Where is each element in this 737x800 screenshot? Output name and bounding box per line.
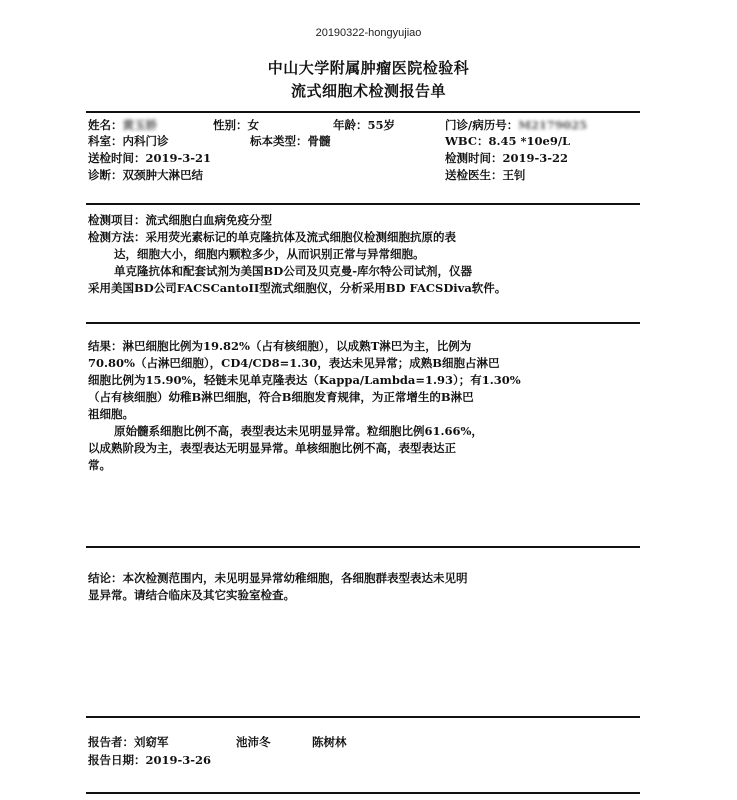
results-line: 以成熟阶段为主，表型表达无明显异常。单核细胞比例不高，表型表达正 — [88, 441, 456, 455]
hospital-name: 中山大学附属肿瘤医院检验科 — [267, 59, 470, 77]
results-line: （占有核细胞）幼稚B淋巴细胞，符合B细胞发育规律，为正常增生的B淋巴 — [88, 390, 474, 404]
reporter-second: 池沛冬 — [236, 735, 271, 749]
method-line: 检测方法：采用荧光素标记的单克隆抗体及流式细胞仪检测细胞抗原的表 — [88, 230, 456, 244]
reporter-primary: 报告者：刘窈军 — [88, 735, 169, 749]
reporter-third: 陈树林 — [312, 735, 347, 749]
department: 科室：内科门诊 — [88, 134, 169, 148]
method-section — [88, 212, 636, 297]
document-id: 20190322-hongyujiao — [315, 27, 422, 39]
conclusion-section — [88, 570, 636, 604]
results-line: 常。 — [88, 458, 111, 472]
conclusion-line: 显异常。请结合临床及其它实验室检查。 — [88, 588, 295, 602]
name-value-redacted: 黄玉娇 — [122, 118, 157, 132]
method-line: 采用美国BD公司FACSCantoII型流式细胞仪，分析采用BD FACSDiva软件。 — [88, 281, 507, 295]
divider-bottom — [86, 792, 640, 794]
record-label: 门诊/病历号： — [445, 118, 519, 132]
divider-method — [86, 203, 640, 205]
record-value-redacted: M2179025 — [518, 118, 587, 132]
conclusion-line: 结论：本次检测范围内，未见明显异常幼稚细胞，各细胞群表型表达未见明 — [88, 571, 468, 585]
results-line: 原始髓系细胞比例不高，表型表达未见明显异常。粒细胞比例61.66%， — [114, 424, 483, 438]
patient-record — [445, 118, 587, 133]
patient-name — [88, 118, 157, 133]
report-date: 报告日期：2019-3-26 — [88, 753, 212, 767]
wbc-value: WBC：8.45 *10e9/L — [445, 134, 571, 148]
patient-age: 年龄：55岁 — [333, 118, 396, 132]
results-line: 细胞比例为15.90%，轻链未见单克隆表达（Kappa/Lambda=1.93）；有1.30% — [88, 373, 521, 387]
method-line: 达，细胞大小，细胞内颗粒多少，从而识别正常与异常细胞。 — [114, 247, 425, 261]
divider-conclusion — [86, 546, 640, 548]
patient-gender: 性别：女 — [213, 118, 259, 132]
results-section — [88, 338, 636, 474]
test-date: 检测时间：2019-3-22 — [445, 151, 569, 165]
specimen-type: 标本类型：骨髓 — [250, 134, 331, 148]
results-line: 结果：淋巴细胞比例为19.82%（占有核细胞），以成熟T淋巴为主，比例为 — [88, 339, 472, 353]
send-date: 送检时间：2019-3-21 — [88, 151, 212, 165]
results-line: 祖细胞。 — [88, 407, 134, 421]
divider-header — [86, 111, 640, 113]
name-label: 姓名： — [88, 118, 123, 132]
divider-results — [86, 322, 640, 324]
results-line: 70.80%（占淋巴细胞），CD4/CD8=1.30，表达未见异常；成熟B细胞占淋巴 — [88, 356, 500, 370]
divider-footer — [86, 716, 640, 718]
diagnosis: 诊断：双颈肿大淋巴结 — [88, 168, 203, 182]
method-line: 单克隆抗体和配套试剂为美国BD公司及贝克曼-库尔特公司试剂，仪器 — [114, 264, 472, 278]
report-title: 流式细胞术检测报告单 — [290, 82, 446, 100]
referring-doctor: 送检医生：王钊 — [445, 168, 526, 182]
method-line: 检测项目：流式细胞白血病免疫分型 — [88, 213, 272, 227]
